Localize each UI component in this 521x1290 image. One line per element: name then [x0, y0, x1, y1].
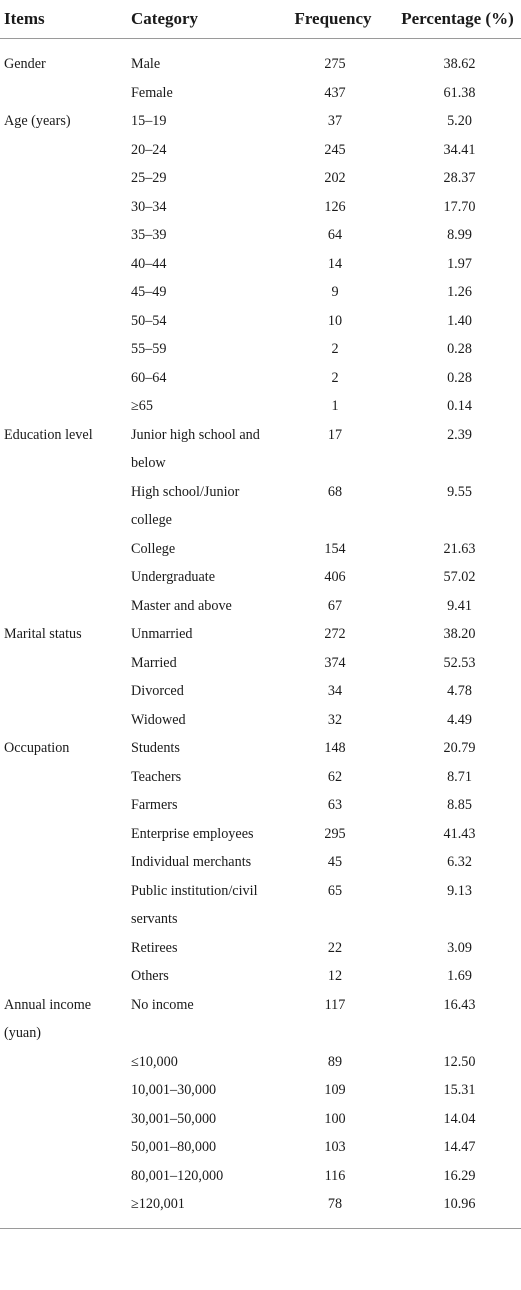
percentage-cell: 0.28 — [447, 369, 472, 386]
frequency-cell: 126 — [324, 198, 346, 215]
category-cell: Undergraduate — [131, 569, 216, 585]
item-cell — [0, 221, 128, 250]
percentage-cell: 0.28 — [447, 341, 472, 357]
item-cell — [0, 1190, 128, 1228]
frequency-cell: 406 — [324, 569, 346, 585]
category-cell: 40–44 — [131, 255, 167, 272]
item-cell — [0, 535, 128, 564]
table-row — [0, 221, 521, 250]
percentage-cell: 6.32 — [447, 854, 472, 870]
header-row — [0, 0, 521, 39]
frequency-cell: 63 — [327, 797, 343, 813]
item-cell — [0, 934, 128, 963]
item-cell — [0, 307, 128, 336]
table-row — [0, 107, 521, 136]
item-cell — [0, 364, 128, 393]
table-row — [0, 1048, 521, 1077]
category-cell: 25–29 — [131, 170, 167, 186]
table-row — [0, 706, 521, 735]
item-cell — [0, 820, 128, 849]
percentage-cell: 52.53 — [443, 654, 476, 671]
percentage-cell: 3.09 — [447, 939, 472, 956]
table-body — [0, 39, 521, 1229]
table-row — [0, 563, 521, 592]
category-cell: Individual merchants — [131, 854, 252, 870]
table-row — [0, 962, 521, 991]
table-row — [0, 877, 521, 934]
category-cell: High school/Junior college — [131, 483, 240, 528]
category-cell: Divorced — [131, 683, 184, 699]
table-row — [0, 934, 521, 963]
percentage-cell: 12.50 — [443, 1053, 476, 1070]
percentage-cell: 9.41 — [447, 597, 472, 614]
item-cell — [0, 392, 128, 421]
table-row — [0, 620, 521, 649]
category-cell: ≥65 — [131, 398, 153, 414]
item-cell — [0, 848, 128, 877]
percentage-cell: 0.14 — [447, 398, 472, 414]
item-cell — [0, 1048, 128, 1077]
item-cell — [0, 79, 128, 108]
frequency-cell: 103 — [324, 1139, 346, 1155]
category-cell: 55–59 — [131, 341, 167, 357]
frequency-cell: 245 — [324, 141, 346, 158]
percentage-cell: 9.55 — [447, 483, 472, 500]
frequency-cell: 89 — [327, 1053, 343, 1070]
percentage-cell: 17.70 — [443, 198, 476, 215]
table-row — [0, 164, 521, 193]
header-percentage: Percentage (%) — [386, 0, 521, 39]
table-row — [0, 763, 521, 792]
percentage-cell: 4.49 — [447, 711, 472, 728]
table-row — [0, 392, 521, 421]
item-cell — [0, 962, 128, 991]
percentage-cell: 1.26 — [447, 284, 472, 300]
frequency-cell: 117 — [324, 996, 346, 1013]
table-row — [0, 250, 521, 279]
item-cell — [0, 706, 128, 735]
table-row — [0, 991, 521, 1048]
frequency-cell: 272 — [324, 626, 346, 642]
frequency-cell: 1 — [331, 398, 339, 414]
item-cell — [0, 763, 128, 792]
item-cell — [0, 136, 128, 165]
percentage-cell: 34.41 — [443, 141, 476, 158]
item-cell — [0, 250, 128, 279]
frequency-cell: 17 — [327, 426, 343, 443]
frequency-cell: 64 — [327, 227, 343, 243]
frequency-cell: 154 — [324, 540, 346, 557]
percentage-cell: 14.47 — [443, 1139, 476, 1155]
percentage-cell: 2.39 — [447, 426, 472, 443]
frequency-cell: 68 — [327, 483, 343, 500]
table-row — [0, 820, 521, 849]
percentage-cell: 5.20 — [447, 113, 472, 129]
percentage-cell: 15.31 — [443, 1082, 476, 1098]
category-cell: Public institution/civil servants — [131, 882, 258, 927]
percentage-cell: 1.69 — [447, 968, 472, 984]
percentage-cell: 8.85 — [447, 797, 472, 813]
frequency-cell: 12 — [327, 968, 343, 984]
category-cell: 30–34 — [131, 198, 167, 215]
percentage-cell: 8.71 — [447, 768, 472, 785]
category-cell: Master and above — [131, 597, 232, 614]
percentage-cell: 38.20 — [443, 626, 476, 642]
frequency-cell: 78 — [280, 1190, 386, 1228]
category-cell: Male — [131, 56, 161, 72]
item-cell — [0, 335, 128, 364]
percentage-cell: 61.38 — [443, 84, 476, 101]
table-row — [0, 278, 521, 307]
category-cell: 35–39 — [131, 227, 167, 243]
frequency-cell: 34 — [327, 683, 343, 699]
percentage-cell: 1.40 — [447, 312, 472, 329]
percentage-cell: 38.62 — [443, 56, 476, 72]
item-cell — [0, 1105, 128, 1134]
category-cell: Widowed — [131, 711, 186, 728]
item-cell — [0, 877, 128, 934]
frequency-cell: 295 — [324, 825, 346, 842]
header-items: Items — [0, 0, 128, 39]
table-row — [0, 592, 521, 621]
category-cell: No income — [131, 996, 194, 1013]
item-cell — [0, 164, 128, 193]
category-cell: Retirees — [131, 939, 178, 956]
percentage-cell: 16.43 — [443, 996, 476, 1013]
table-row — [0, 335, 521, 364]
item-cell — [0, 563, 128, 592]
category-cell: Enterprise employees — [131, 825, 254, 842]
item-cell — [0, 592, 128, 621]
category-cell: College — [131, 540, 176, 557]
frequency-cell: 22 — [327, 939, 343, 956]
category-cell: Married — [131, 654, 177, 671]
header-frequency: Frequency — [280, 0, 386, 39]
percentage-cell: 20.79 — [443, 740, 476, 756]
table-row — [0, 364, 521, 393]
frequency-cell: 275 — [324, 56, 346, 72]
item-cell: Marital status — [4, 626, 82, 642]
frequency-cell: 10 — [327, 312, 343, 329]
item-cell — [0, 1076, 128, 1105]
table-row — [0, 39, 521, 79]
frequency-cell: 2 — [331, 369, 339, 386]
item-cell: Education level — [4, 426, 93, 443]
category-cell: Unmarried — [131, 626, 193, 642]
table-row — [0, 791, 521, 820]
frequency-cell: 32 — [327, 711, 343, 728]
category-cell: 50,001–80,000 — [131, 1139, 217, 1155]
item-cell — [0, 791, 128, 820]
percentage-cell: 14.04 — [443, 1110, 476, 1127]
table-row — [0, 649, 521, 678]
frequency-cell: 374 — [324, 654, 346, 671]
frequency-cell: 2 — [331, 341, 339, 357]
frequency-cell: 67 — [327, 597, 343, 614]
category-cell: Students — [131, 740, 180, 756]
table-row — [0, 1162, 521, 1191]
category-cell: 60–64 — [131, 369, 167, 386]
category-cell: Farmers — [131, 797, 178, 813]
category-cell: 50–54 — [131, 312, 167, 329]
item-cell — [0, 1162, 128, 1191]
table-row — [0, 307, 521, 336]
table-row — [0, 1105, 521, 1134]
item-cell — [0, 278, 128, 307]
frequency-cell: 37 — [327, 113, 343, 129]
category-cell: Teachers — [131, 768, 182, 785]
frequency-cell: 148 — [324, 740, 346, 756]
percentage-cell: 8.99 — [447, 227, 472, 243]
table-header — [0, 0, 521, 39]
category-cell: 45–49 — [131, 284, 167, 300]
category-cell: 10,001–30,000 — [131, 1082, 217, 1098]
table-row — [0, 848, 521, 877]
item-cell — [0, 1133, 128, 1162]
frequency-cell: 65 — [327, 882, 343, 899]
frequency-cell: 45 — [327, 854, 343, 870]
percentage-cell: 28.37 — [443, 170, 476, 186]
frequency-cell: 437 — [324, 84, 346, 101]
table-row — [0, 535, 521, 564]
percentage-cell: 4.78 — [447, 683, 472, 699]
category-cell: Junior high school and below — [131, 426, 260, 471]
percentage-cell: 16.29 — [443, 1167, 476, 1184]
table-row — [0, 677, 521, 706]
table-row — [0, 136, 521, 165]
category-cell: 80,001–120,000 — [131, 1167, 224, 1184]
frequency-cell: 109 — [324, 1082, 346, 1098]
category-cell: Female — [131, 84, 173, 101]
table-row — [0, 79, 521, 108]
table-row — [0, 421, 521, 478]
header-category: Category — [128, 0, 280, 39]
frequency-cell: 14 — [327, 255, 343, 272]
item-cell — [0, 478, 128, 535]
table-row — [0, 478, 521, 535]
category-cell: Others — [131, 968, 169, 984]
item-cell — [0, 677, 128, 706]
frequency-cell: 116 — [324, 1167, 346, 1184]
category-cell: ≤10,000 — [131, 1053, 178, 1070]
percentage-cell: 9.13 — [447, 882, 472, 899]
frequency-cell: 9 — [331, 284, 339, 300]
percentage-cell: 1.97 — [447, 255, 472, 272]
item-cell — [0, 193, 128, 222]
item-cell: Gender — [4, 56, 46, 72]
frequency-cell: 62 — [327, 768, 343, 785]
item-cell — [0, 649, 128, 678]
item-cell: Age (years) — [4, 113, 71, 129]
table-row — [0, 1076, 521, 1105]
category-cell: ≥120,001 — [128, 1190, 280, 1228]
category-cell: 30,001–50,000 — [131, 1110, 217, 1127]
item-cell: Occupation — [4, 740, 70, 756]
table-row — [0, 193, 521, 222]
table-row — [0, 734, 521, 763]
percentage-cell: 41.43 — [443, 825, 476, 842]
percentage-cell: 21.63 — [443, 540, 476, 557]
frequency-cell: 100 — [324, 1110, 346, 1127]
category-cell: 20–24 — [131, 141, 167, 158]
table-row — [0, 1190, 521, 1228]
percentage-cell: 57.02 — [443, 569, 476, 585]
item-cell: Annual income (yuan) — [4, 996, 92, 1041]
frequency-cell: 202 — [324, 170, 346, 186]
category-cell: 15–19 — [131, 113, 167, 129]
table-row — [0, 1133, 521, 1162]
percentage-cell: 10.96 — [386, 1190, 521, 1228]
